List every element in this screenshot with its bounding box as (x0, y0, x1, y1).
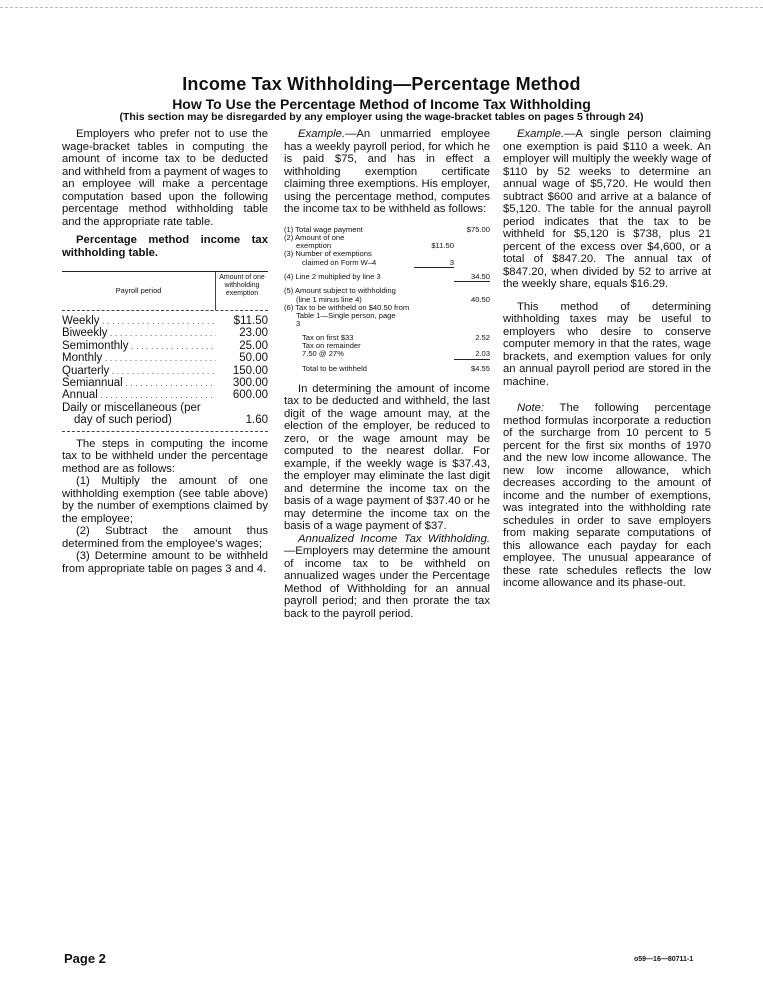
ws-line-2b: exemption (296, 241, 332, 251)
table-row (62, 327, 268, 339)
page-subtitle: How To Use the Percentage Method of Income Tax Withholding (172, 96, 591, 112)
ws-tax-first: Tax on first $33 (302, 332, 354, 342)
ws-line-3a: (3) Number of exemptions (284, 249, 372, 259)
ws-total: Total to be withheld (302, 363, 368, 373)
withholding-exemption-table (62, 271, 268, 432)
example-paragraph (284, 128, 490, 216)
note-label: Note: (517, 402, 545, 414)
memory-paragraph: This method of determining withholding taxes may be useful to employers who desire to conserve computer memory in that the rates, wage brackets, and exemption values for only an annual payroll period are stored in the machine. (503, 300, 711, 388)
table-body (62, 315, 268, 402)
row-amount: 23.00 (239, 327, 268, 340)
step-2: (2) Subtract the amount thus determined from the employee's wages; (62, 525, 268, 550)
note-text: The following percentage method formulas incorporate a reduction of the surcharge from 10 percent to 5 percent for the first six months of 1970 and the new low income allowance. The new low income allowance, which decreases according to the amount of income and the number of exemptions, was integrated into the withholding rate schedules in order to save employers from making separate computations of this allowance each payday for each employee. The unusual appearance of these rate schedules reflects the low income allowance and its phase-out. (503, 402, 711, 589)
daily-label-line2: day of such period) (74, 414, 172, 427)
annual-example-text: —A single person claiming one exemption is paid $110 a week. An employer will multiply the weekly wage of $110 by 52 weeks to determine an annual wage of $5,720. He would then subtract $600 and arrive at a balance of $5,120. The table for the annual payroll period indicates that the tax to be withheld for $5,120 is $738, plus 21 percent of the excess over $4,600, or a total of $847.20. The annual tax of $847.20, when divided by 52 to arrive at the weekly share, equals $16.29. (503, 128, 711, 290)
row-period: Quarterly . . . (62, 365, 216, 377)
ws-line-1-value: $75.00 (466, 224, 490, 234)
ws-line-6c: 3 (296, 319, 301, 329)
intro-paragraph: Employers who prefer not to use the wage-bracket tables in computing the amount of income tax to be deducted and withheld from a payment of wages to an employee will make a percentage computation based upon the following percentage method withholding table and the appropriate rate table. (62, 128, 268, 228)
ws-line-5a: (5) Amount subject to withholding (284, 286, 396, 296)
ws-line-3b: claimed on Form W–4 (302, 257, 377, 267)
row-period: Semiannual . . . (62, 377, 216, 389)
column-1 (62, 128, 268, 575)
table-row (62, 377, 268, 389)
ws-tax-remainder: Tax on remainder (302, 341, 361, 351)
ws-tax-remainder-value: 2.03 (454, 350, 490, 359)
column-3 (503, 128, 711, 590)
steps-intro: The steps in computing the income tax to be withheld under the percentage method are as follows: (62, 437, 268, 475)
row-period: Weekly . . . (62, 315, 216, 327)
table-row (62, 389, 268, 401)
row-amount: 50.00 (239, 352, 268, 365)
table-row (62, 365, 268, 377)
annualized-label: Annualized Income Tax Withholding. (298, 532, 490, 545)
daily-label-line1: Daily or miscellaneous (per (62, 401, 201, 414)
annual-example-label: Example. (517, 128, 565, 140)
annual-example-paragraph (503, 128, 711, 291)
page-title: Income Tax Withholding—Percentage Method (182, 74, 581, 94)
ws-tax-remainder-rate: 7.50 @ 27% (302, 349, 344, 359)
table-row-daily (62, 402, 268, 427)
ws-line-2-value: $11.50 (431, 241, 454, 251)
table-row (62, 315, 268, 327)
ws-line-4-value: 34.50 (454, 273, 490, 282)
withholding-worksheet (284, 226, 490, 373)
disregard-note: (This section may be disregarded by any employer using the wage-bracket tables on pages 5 through 24) (119, 111, 644, 123)
step-3: (3) Determine amount to be withheld from appropriate table on pages 3 and 4. (62, 550, 268, 575)
ws-tax-first-value: 2.52 (475, 332, 490, 342)
step-1: (1) Multiply the amount of one withholding exemption (see table above) by the number of exemptions claimed by the employee; (62, 475, 268, 525)
table-row (62, 352, 268, 364)
page-number: Page 2 (64, 951, 106, 966)
ws-line-5-value: 40.50 (470, 294, 490, 304)
row-amount: 600.00 (232, 389, 268, 402)
top-rule (0, 7, 763, 8)
header-exemption-amount: Amount of one withholding exemption (215, 272, 268, 310)
ws-line-1: (1) Total wage payment (284, 224, 363, 234)
rounding-paragraph: In determining the amount of income tax to be deducted and withheld, the last digit of the wage amount may, at the election of the employer, be reduced to zero, or the wage amount may be computed to the nearest dollar. For example, if the weekly wage is $37.43, the employer may eliminate the last digit and determine the income tax on the basis of a wage payment of $37.40 or he may determine the income tax on the basis of a wage payment of $37. (284, 382, 490, 533)
row-amount: 25.00 (239, 339, 268, 352)
example-label: Example. (298, 128, 346, 140)
header-payroll-period: Payroll period (115, 285, 162, 295)
ws-line-6b: Table 1—Single person, page (296, 311, 396, 321)
table-heading: Percentage method income tax withholding table. (62, 234, 268, 259)
table-row (62, 340, 268, 352)
ws-line-3-value: 3 (414, 259, 454, 268)
formula-note-paragraph (503, 402, 711, 590)
ws-line-5b: (line 1 minus line 4) (296, 294, 362, 304)
ws-line-4: (4) Line 2 multiplied by line 3 (284, 271, 381, 281)
row-amount: 150.00 (232, 364, 268, 377)
row-amount: $11.50 (233, 315, 268, 327)
annualized-paragraph (284, 533, 490, 621)
print-code: o59—16—80711-1 (634, 956, 694, 963)
table-header (62, 272, 268, 311)
daily-amount: 1.60 (245, 414, 268, 427)
column-2 (284, 128, 490, 620)
ws-line-2a: (2) Amount of one (284, 232, 345, 242)
annualized-text: —Employers may determine the amount of income tax to be withheld on annualized wages under the Percentage Method of Withholding for an annual payroll period; and then prorate the tax back to the payroll period. (284, 545, 490, 620)
row-period: Annual . . . (62, 389, 216, 401)
ws-total-value: $4.55 (470, 363, 490, 373)
row-period: Biweekly . . . (62, 327, 216, 339)
row-period: Semimonthly . . . (62, 340, 216, 352)
example-text: —An unmarried employee has a weekly payroll period, for which he is paid $75, and has in effect a withholding exemption certificate claiming three exemptions. His employer, using the percentage method, computes the income tax to be withheld as follows: (284, 128, 490, 215)
row-period: Monthly . . . (62, 352, 216, 364)
row-amount: 300.00 (232, 377, 268, 390)
ws-line-6a: (6) Tax to be withheld on $40.50 from (284, 302, 410, 312)
